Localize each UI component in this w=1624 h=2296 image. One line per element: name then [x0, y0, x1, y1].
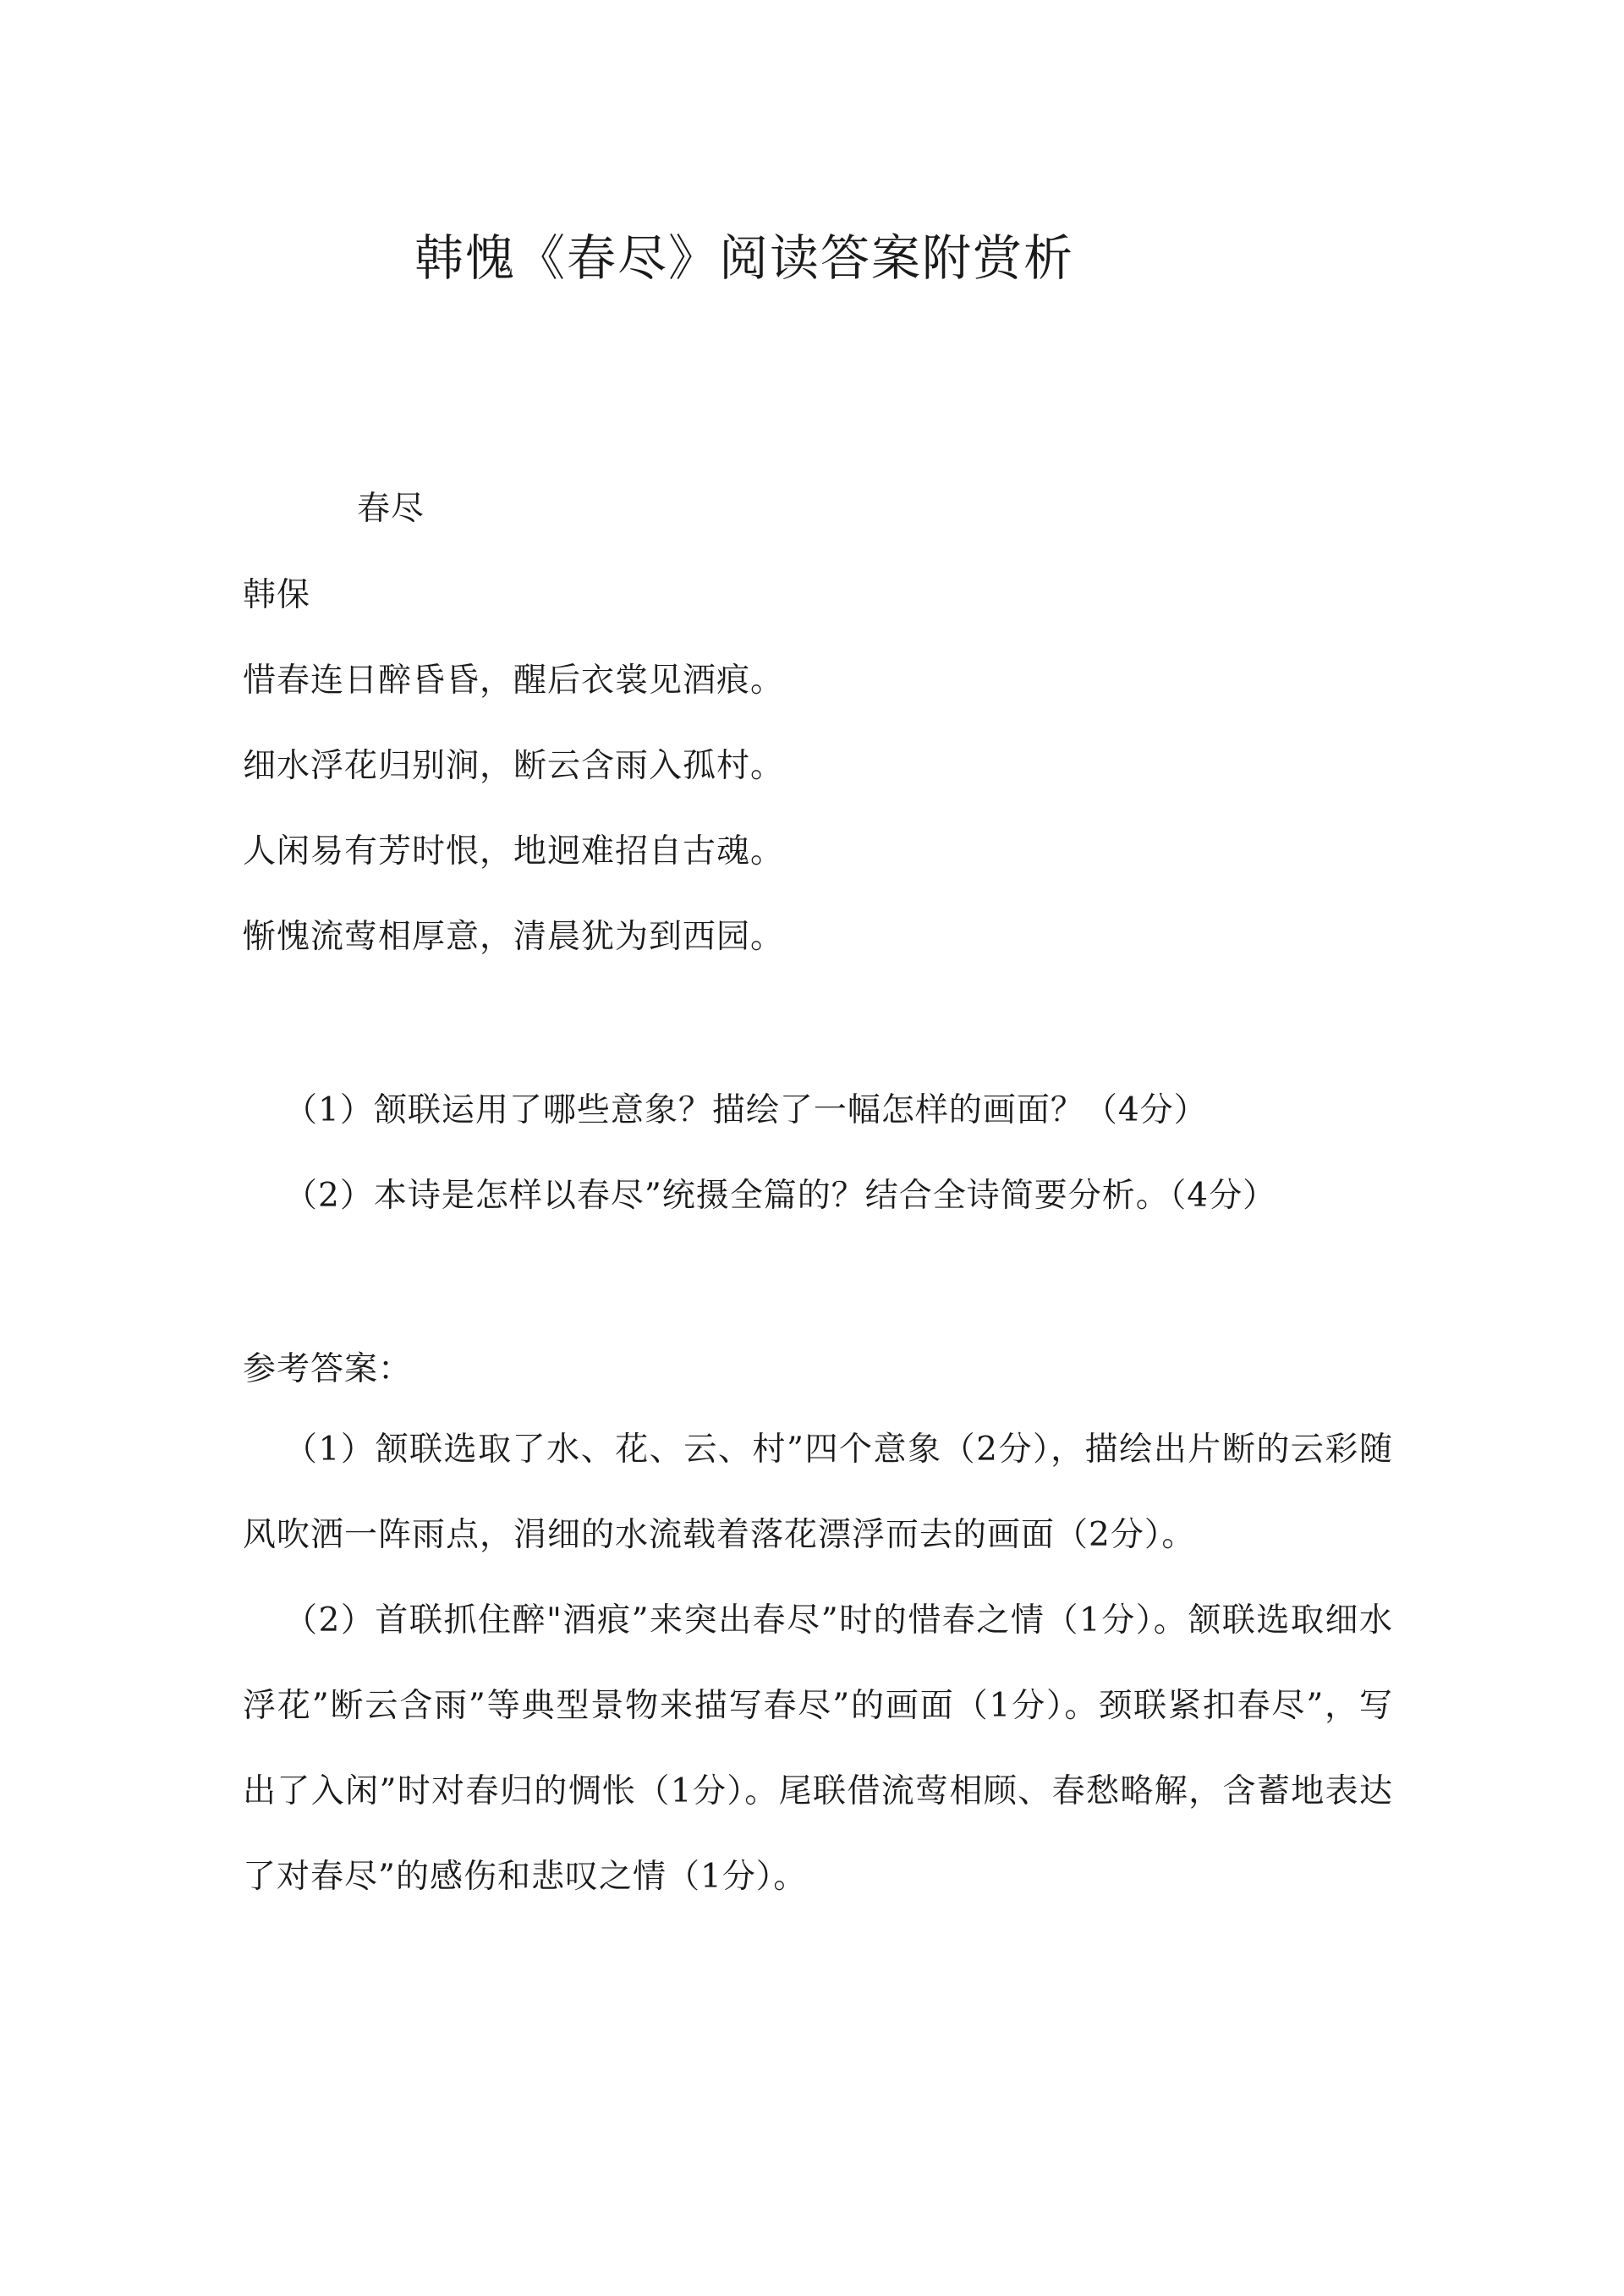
answer-1: （1）颔联选取了水、花、云、村”四个意象（2分），描绘出片断的云彩随风吹洒一阵雨点，涓细的水流载着落花漂浮而去的画面（2分）。 [243, 1431, 1393, 1554]
poem-author: 韩保 [243, 576, 311, 614]
poem-line: 细水浮花归别涧，断云含雨入孤村。 [243, 747, 785, 785]
poem-line: 惭愧流莺相厚意，清晨犹为到西园。 [243, 918, 785, 956]
poem-line: 人闲易有芳时恨，地迥难招自古魂。 [243, 832, 785, 871]
poem-line: 惜春连日醉昏昏，醒后衣裳见酒痕。 [243, 662, 785, 700]
question-2: （2）本诗是怎样以春尽”统摄全篇的？结合全诗简要分析。（4分） [284, 1177, 1277, 1215]
answer-2: （2）首联抓住醉"酒痕”来突出春尽”时的惜春之情（1分）。颔联选取细水浮花”断云含雨”等典型景物来描写春尽”的画面（1分）。颈联紧扣春尽”，写出了入闲”时对春归的惆怅（1分）。尾联借流莺相顾、春愁略解，含蓄地表达了对春尽”的感伤和悲叹之情（1分）。 [243, 1601, 1393, 1896]
document-title: 韩愧《春尽》阅读答案附赏析 [414, 229, 1075, 287]
poem-title: 春尽 [357, 490, 425, 528]
answers-heading: 参考答案： [243, 1350, 413, 1388]
question-1: （1）颔联运用了哪些意象？描绘了一幅怎样的画面？（4分） [284, 1091, 1208, 1129]
